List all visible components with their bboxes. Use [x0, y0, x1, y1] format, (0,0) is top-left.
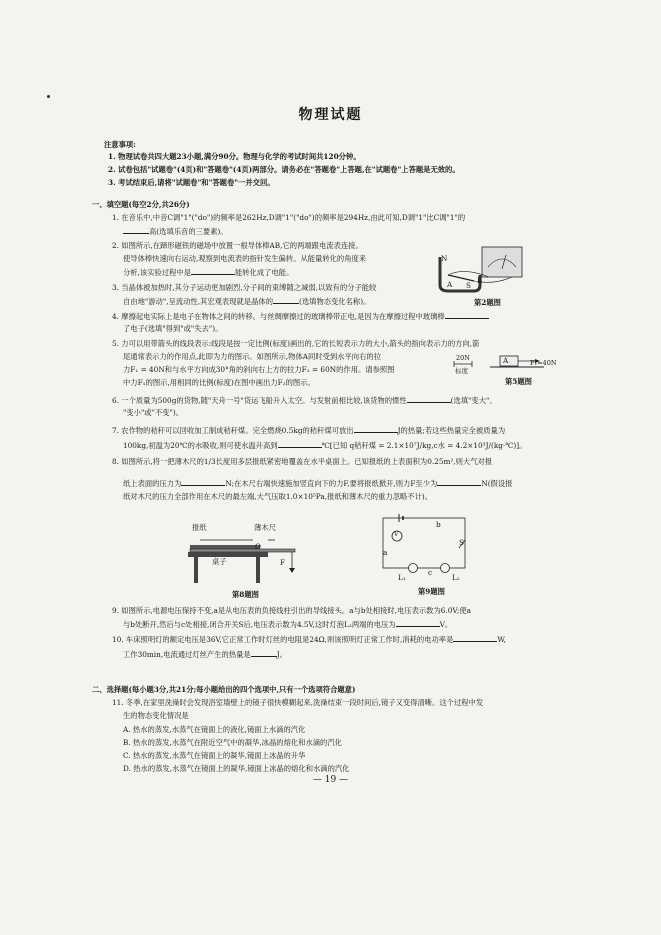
section1-heading: 一、填空题(每空2分,共26分) [92, 200, 190, 209]
q10-line1: 10. 车床照明灯的额定电压是36V,它正常工作时灯丝的电阻是24Ω,则该照明灯正常工作时,消耗的电功率是 W, [112, 635, 506, 644]
fig8-table-leg-left [194, 557, 198, 583]
fig9-label-a: a [383, 548, 388, 557]
fig5-scale-value: 20N [456, 354, 470, 362]
notice-line-1: 1. 物理试卷共四大题23小题,满分90分。物理与化学的考试时间共120分钟。 [108, 152, 361, 161]
q8-line1: 8. 如图所示,将一把薄木尺的1/3长度用多层报纸紧密地覆盖在水平桌面上。已知报纸的上表面积为0.25m²,则大气对报 [112, 457, 493, 466]
fig5-scale-label: 标度 [455, 367, 468, 375]
q10-line2: 工作30min,电流通过灯丝产生的热量是 J。 [123, 650, 287, 659]
fig9-label-v: V [394, 531, 399, 538]
fig2-label-a: A [447, 280, 453, 289]
notice-heading: 注意事项: [104, 140, 136, 149]
fig2-label-b: B [477, 276, 483, 285]
q7-line2: 100kg,初温为20℃的水吸收,则可使水温升高到 ℃[已知 q秸秆煤 = 2.1×10⁷J/kg,c水 = 4.2×10³J/(kg·℃)]。 [123, 441, 527, 450]
fig8-label-paper: 报纸 [192, 523, 207, 532]
q5-line1: 5. 力可以用带箭头的线段表示:线段是按一定比例(标度)画出的,它的长短表示力的大小,箭头的指向表示力的方向,箭 [112, 339, 480, 348]
fig2-label-s: S [466, 281, 471, 290]
fig2-caption: 第2题图 [474, 298, 501, 307]
fig8-paper-stack [190, 545, 260, 549]
fig8-label-f: F [280, 558, 286, 567]
q11-option-a: A. 热水的蒸发,水蒸气在镜面上的液化,镜面上水滴的汽化 [123, 725, 306, 734]
notice-line-3: 3. 考试结束后,请将"试题卷"和"答题卷"一并交回。 [108, 178, 275, 187]
q5-line3: 力F₁ = 40N和与水平方向成30°角的斜向右上方的拉力F₂ = 60N的作用。请参照图 [123, 365, 395, 374]
q11-option-c: C. 热水的蒸发,水蒸气在镜面上的凝华,镜面上冰晶的升华 [123, 751, 306, 760]
q11-option-d: D. 热水的蒸发,水蒸气在镜面上的凝华,镜面上冰晶的熔化和水滴的汽化 [123, 764, 350, 773]
q2-line1: 2. 如图所示,在蹄形磁铁的磁场中放置一根导体棒AB,它的两端跟电流表连接。 [112, 241, 363, 250]
section2-heading: 二、选择题(每小题3分,共21分;每小题给出的四个选项中,只有一个选项符合题意) [92, 685, 356, 694]
q8-line3: 纸对木尺的压力全部作用在木尺的最左端,大气压取1.0×10⁵Pa,报纸和薄木尺的重力忽略不计)。 [123, 492, 433, 501]
fig9-label-c: c [428, 568, 433, 577]
fig9-circuit-wire [383, 518, 465, 568]
q1-line1: 1. 在音乐中,中音C调"1"("do")的频率是262Hz,D调"1"("do")的频率是294Hz,由此可知,D调"1"比C调"1"的 [112, 213, 466, 222]
q3-line2: 自由地"游动",呈流动性,其宏观表现就是晶体的 (选填物态变化名称)。 [123, 297, 371, 306]
fig9-label-l2: L₂ [452, 573, 460, 582]
page-title: 物理试题 [298, 107, 363, 123]
fig8-caption: 第8题图 [232, 590, 259, 599]
fig5-caption: 第5题图 [505, 377, 532, 386]
q2-line2: 使导体棒快速向右运动,观察到电流表的指针发生偏转。从能量转化的角度来 [123, 254, 367, 263]
fig9-label-s: S [459, 538, 464, 547]
fig5-label-a: A [503, 356, 509, 365]
q4-line1: 4. 摩擦起电实际上是电子在物体之间的转移。与丝绸摩擦过的玻璃棒带正电,是因为在摩擦过程中玻璃棒 [112, 311, 489, 322]
notice-line-2: 2. 试卷包括"试题卷"(4页)和"答题卷"(4页)两部分。请务必在"答题卷"上答题,在"试题卷"上答题是无效的。 [108, 165, 460, 174]
q6-line2: "变小"或"不变")。 [123, 408, 184, 417]
fig9-label-l1: L₁ [398, 573, 406, 582]
fig2-ammeter [482, 247, 522, 277]
fig8-force-arrowhead [289, 568, 295, 573]
fig5-label-f1: F₁=40N [530, 359, 557, 367]
fig8-table-leg-right [256, 557, 260, 583]
q5-line4: 中力F₁的图示,用相同的比例(标度)在图中画出力F₂的图示。 [123, 378, 315, 387]
q11-line2: 生的物态变化情况是 [123, 711, 189, 720]
q7-line1: 7. 农作物的秸秆可以回收加工制成秸秆煤。完全燃烧0.5kg的秸秆煤可放出 J的热量;若这些热量完全被质量为 [112, 426, 506, 435]
fig8-label-ruler: 薄木尺 [254, 523, 276, 532]
q2-line3: 分析,该实验过程中是 能转化成了电能。 [123, 268, 294, 277]
q8-line2: 纸上表面的压力为 N;在木尺右端快速施加竖直向下的力F,要将报纸掀开,则力F至少为 N(假设报 [123, 479, 513, 488]
q11-option-b: B. 热水的蒸发,水蒸气在附近空气中的凝华,冰晶的熔化和水滴的汽化 [123, 738, 342, 747]
fig8-table-top [188, 552, 268, 557]
fig2-label-n: N [441, 254, 448, 263]
fig9-lamp-l2 [441, 564, 450, 573]
page-number: — 19 — [312, 775, 349, 785]
q4-line2: 了电子(选填"得到"或"失去")。 [123, 324, 223, 333]
fig9-lamp-l1 [409, 564, 418, 573]
fig9-label-b: b [436, 520, 441, 529]
fig8-ruler [190, 549, 295, 552]
fig8-label-table: 桌子 [212, 557, 227, 566]
q9-line1: 9. 如图所示,电源电压保持不变,a是从电压表的负接线柱引出的导线接头。a与b处相接时,电压表示数为6.0V;使a [112, 606, 472, 615]
q11-line1: 11. 冬季,在家里洗澡时会发现浴室墙壁上的镜子很快模糊起来,洗澡结束一段时间后,镜子又变得清晰。这个过程中发 [112, 698, 484, 707]
q1-line2: 高(选填乐音的三要素)。 [123, 226, 228, 237]
scan-speck [47, 95, 50, 98]
q3-line1: 3. 当晶体被加热时,其分子运动更加剧烈,分子间的束缚随之减弱,以致有的分子能较 [112, 283, 377, 292]
q9-line2: 与b处断开,然后与c处相接,闭合开关S后,电压表示数为4.5V,这时灯泡L₂两端的电压为 V。 [123, 620, 453, 629]
fig9-caption: 第9题图 [418, 587, 445, 596]
q6-line1: 6. 一个质量为500g的货物,随"天舟一号"货运飞船升入太空。与发射前相比较,该货物的惯性 (选填"变大"、 [112, 396, 497, 405]
q5-line2: 尾通常表示力的作用点,此即为力的图示。如图所示,物体A同时受到水平向右的拉 [123, 352, 381, 361]
fig8-label-o: O [255, 542, 261, 551]
